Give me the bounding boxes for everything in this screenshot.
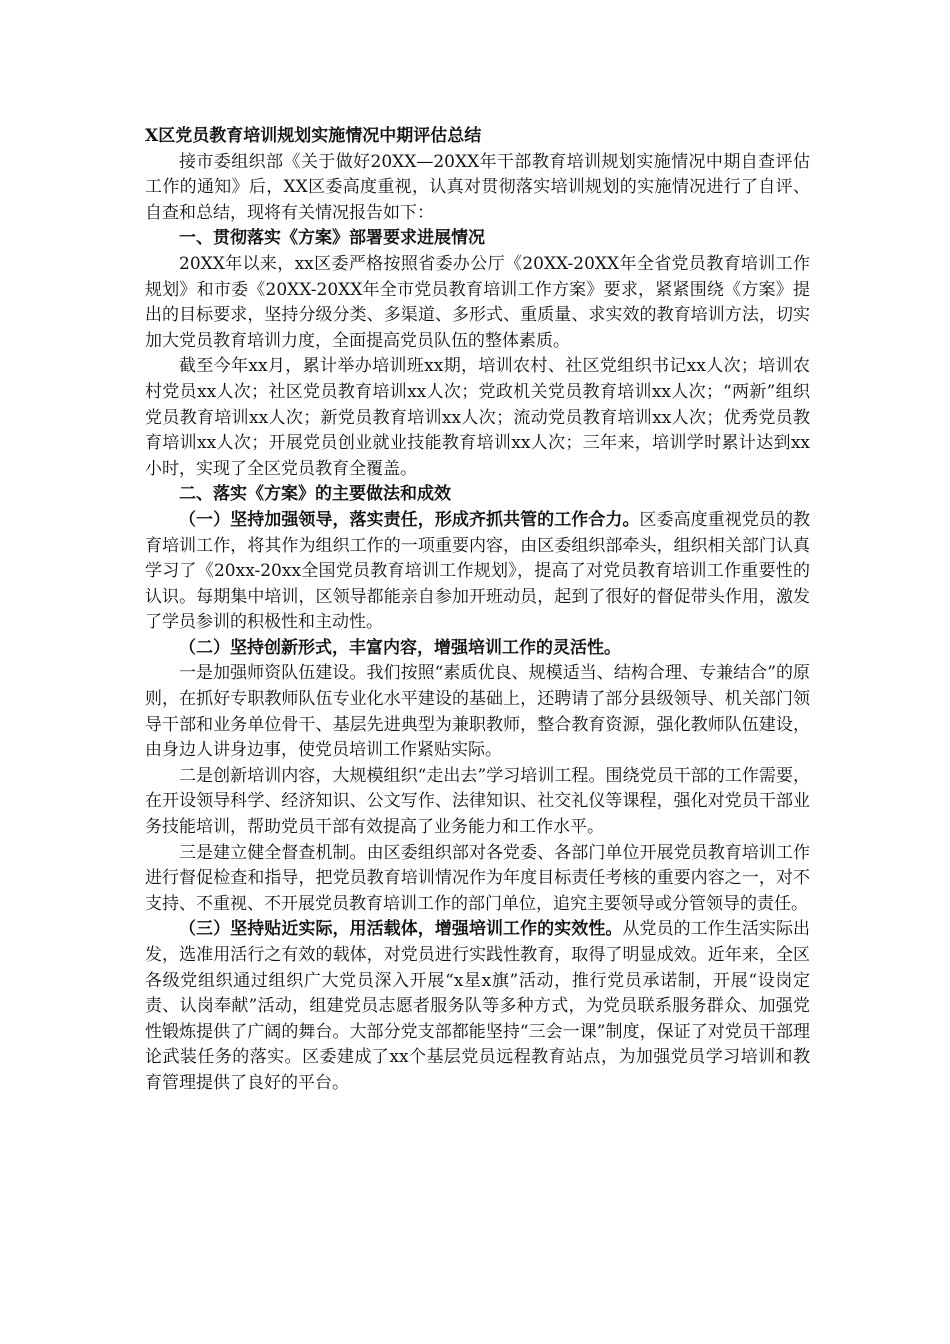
section-2-heading: 二、落实《方案》的主要做法和成效 <box>179 484 451 505</box>
subsection-2-paragraph-3: 三是建立健全督查机制。由区委组织部对各党委、各部门单位开展党员教育培训工作进行督促检查和指导，把党员教育培训情况作为年度目标责任考核的重要内容之一，对不支持、不重视、不开展党员教育培训工作的部门单位，追究主要领导或分管领导的责任。 <box>145 842 810 914</box>
document-body <box>145 124 810 1097</box>
subsection-3-paragraph <box>145 917 810 1096</box>
subsection-2-heading: （二）坚持创新形式，丰富内容，增强培训工作的灵活性。 <box>179 637 621 658</box>
subsection-1-lead: （一）坚持加强领导，落实责任，形成齐抓共管的工作合力。 <box>179 509 640 530</box>
section-1-heading: 一、贯彻落实《方案》部署要求进展情况 <box>179 228 485 249</box>
section-1-paragraph-2: 截至今年xx月，累计举办培训班xx期，培训农村、社区党组织书记xx人次；培训农村党员xx人次；社区党员教育培训xx人次；党政机关党员教育培训xx人次；“两新”组织党员教育培训xx人次；新党员教育培训xx人次；流动党员教育培训xx人次；优秀党员教育培训xx人次；开展党员创业就业技能教育培训xx人次；三年来，培训学时累计达到xx小时，实现了全区党员教育全覆盖。 <box>145 356 810 479</box>
document-title: X区党员教育培训规划实施情况中期评估总结 <box>145 126 482 146</box>
subsection-2-paragraph-1: 一是加强师资队伍建设。我们按照“素质优良、规模适当、结构合理、专兼结合”的原则，在抓好专职教师队伍专业化水平建设的基础上，还聘请了部分县级领导、机关部门领导干部和业务单位骨干、基层先进典型为兼职教师，整合教育资源，强化教师队伍建设，由身边人讲身边事，使党员培训工作紧贴实际。 <box>145 663 810 761</box>
intro-paragraph: 接市委组织部《关于做好20XX—20XX年干部教育培训规划实施情况中期自查评估工作的通知》后，XX区委高度重视，认真对贯彻落实培训规划的实施情况进行了自评、自查和总结，现将有关情况报告如下： <box>145 151 810 223</box>
section-1-paragraph-1: 20XX年以来，xx区委严格按照省委办公厅《20XX-20XX年全省党员教育培训工作规划》和市委《20XX-20XX年全市党员教育培训工作方案》要求，紧紧围绕《方案》提出的目标要求，坚持分级分类、多渠道、多形式、重质量、求实效的教育培训方法，切实加大党员教育培训力度，全面提高党员队伍的整体素质。 <box>145 253 810 351</box>
subsection-1-text: 区委高度重视党员的教育培训工作，将其作为组织工作的一项重要内容，由区委组织部牵头，组织相关部门认真学习了《20xx-20xx全国党员教育培训工作规划》，提高了对党员教育培训工作重要性的认识。每期集中培训，区领导都能亲自参加开班动员，起到了很好的督促带头作用，激发了学员参训的积极性和主动性。 <box>145 509 810 633</box>
subsection-3-text: 从党员的工作生活实际出发，选准用活行之有效的载体，对党员进行实践性教育，取得了明显成效。近年来，全区各级党组织通过组织广大党员深入开展“x星x旗”活动，推行党员承诺制，开展“设岗定责、认岗奉献”活动，组建党员志愿者服务队等多种方式，为党员联系服务群众、加强党性锻炼提供了广阔的舞台。大部分党支部都能坚持“三会一课”制度，保证了对党员干部理论武装任务的落实。区委建成了xx个基层党员远程教育站点，为加强党员学习培训和教育管理提供了良好的平台。 <box>145 919 811 1093</box>
subsection-2-paragraph-2: 二是创新培训内容，大规模组织“走出去”学习培训工程。围绕党员干部的工作需要，在开设领导科学、经济知识、公文写作、法律知识、社交礼仪等课程，强化对党员干部业务技能培训，帮助党员干部有效提高了业务能力和工作水平。 <box>145 765 810 838</box>
subsection-1-paragraph <box>145 508 810 636</box>
subsection-3-lead: （三）坚持贴近实际，用活载体，增强培训工作的实效性。 <box>179 919 623 940</box>
